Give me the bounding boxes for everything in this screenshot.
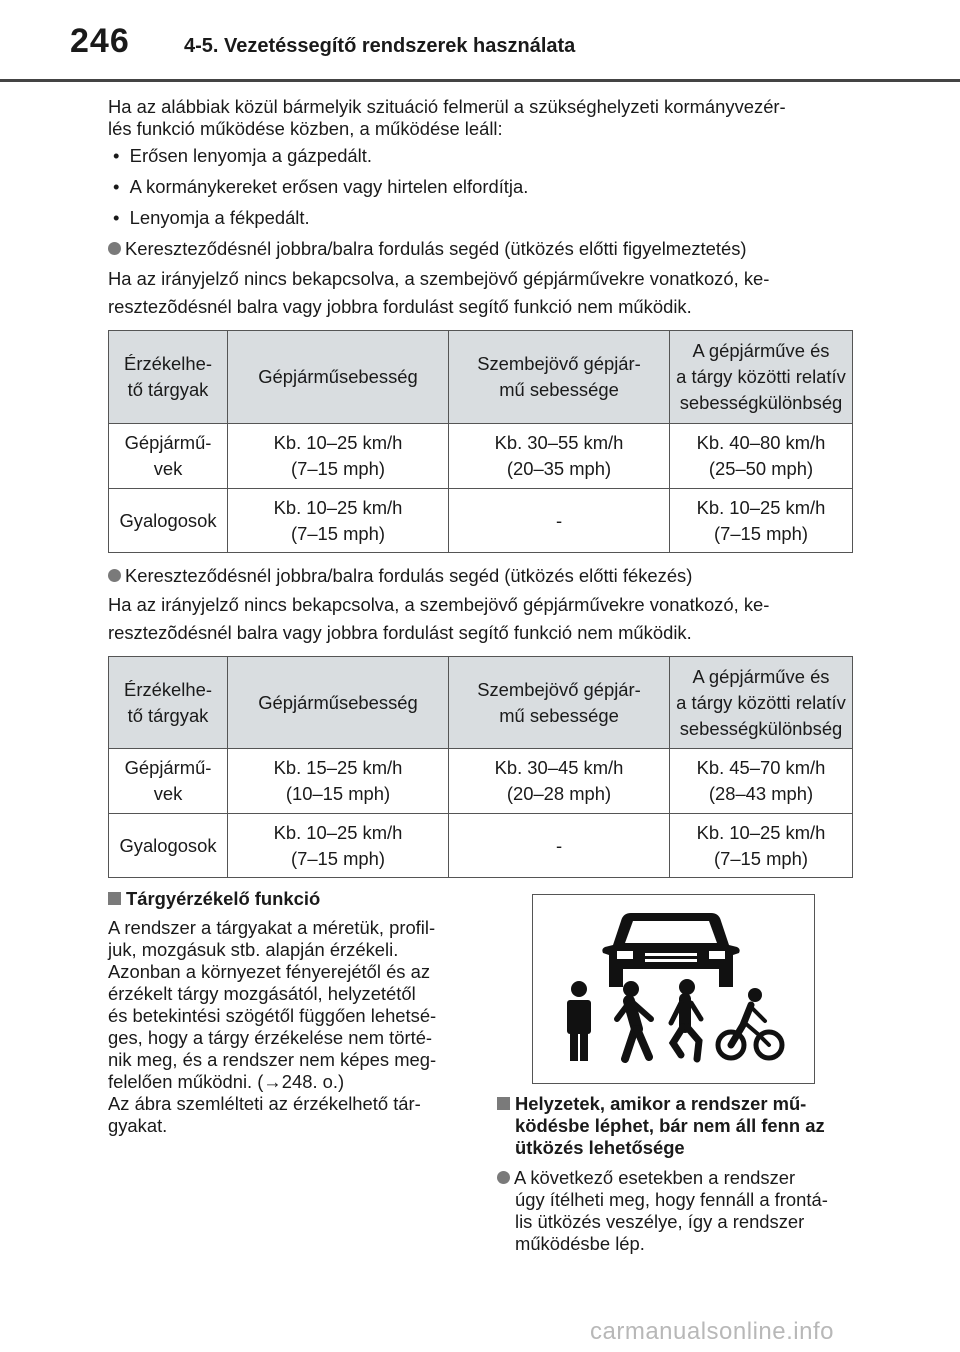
table-cell: Gépjármű- vek: [109, 749, 228, 814]
section2-line-2: resztezõdésnél balra vagy jobbra fordulást segítő funkció nem működik.: [108, 622, 692, 643]
object-detection-heading: Tárgyérzékelő funkció: [108, 888, 320, 910]
object-detection-line: juk, mozgásuk stb. alapján érzékeli.: [108, 939, 399, 960]
object-detection-line: nik meg, és a rendszer nem képes meg-: [108, 1049, 437, 1070]
object-detection-text: [108, 917, 478, 1137]
situations-heading-line: Helyzetek, amikor a rendszer mű-: [515, 1093, 807, 1114]
table-row: [109, 424, 853, 489]
table-cell: Kb. 10–25 km/h (7–15 mph): [228, 814, 449, 878]
square-bullet-icon: [108, 892, 121, 905]
section2-line-1: Ha az irányjelző nincs bekapcsolva, a szembejövő gépjárművekre vonatkozó, ke-: [108, 594, 770, 615]
table-header-cell: Szembejövő gépjár- mű sebessége: [449, 657, 670, 749]
object-detection-line: érzékelt tárgy mozgásától, helyzetétől: [108, 983, 416, 1004]
square-bullet-icon: [497, 1097, 510, 1110]
car-icon: [602, 913, 739, 987]
table-cell: Kb. 45–70 km/h (28–43 mph): [670, 749, 853, 814]
table-header-cell: A gépjárműve és a tárgy közötti relatív sebességkülönbség: [670, 657, 853, 749]
situations-bullet-line: működésbe lép.: [515, 1233, 645, 1254]
table-header-row: [109, 657, 853, 749]
object-detection-line: gyakat.: [108, 1115, 168, 1136]
section1-line-1: Ha az irányjelző nincs bekapcsolva, a szembejövő gépjárművekre vonatkozó, ke-: [108, 268, 770, 289]
table-cell: Gyalogosok: [109, 489, 228, 553]
table-header-row: [109, 331, 853, 424]
detectable-objects-figure: [532, 894, 815, 1084]
object-detection-line: Azonban a környezet fényerejétől és az: [108, 961, 431, 982]
table-row: [109, 749, 853, 814]
circle-bullet-icon: [108, 242, 121, 255]
object-detection-line: felelően működni. (→248. o.): [108, 1071, 345, 1092]
circle-bullet-icon: [497, 1171, 510, 1184]
section1-heading: Kereszteződésnél jobbra/balra fordulás segéd (ütközés előtti figyelmeztetés): [108, 238, 747, 260]
section2-heading: Kereszteződésnél jobbra/balra fordulás segéd (ütközés előtti fékezés): [108, 565, 692, 587]
table-cell: Kb. 15–25 km/h (10–15 mph): [228, 749, 449, 814]
table-cell: Kb. 30–45 km/h (20–28 mph): [449, 749, 670, 814]
table-header-cell: A gépjárműve és a tárgy közötti relatív sebességkülönbség: [670, 331, 853, 424]
circle-bullet-icon: [108, 569, 121, 582]
table-cell: Kb. 40–80 km/h (25–50 mph): [670, 424, 853, 489]
situations-bullet-line: A következő esetekben a rendszer: [514, 1167, 796, 1188]
pedestrian-running-icon: [671, 979, 701, 1059]
watermark: carmanualsonline.info: [590, 1318, 834, 1345]
object-detection-line: és betekintési szögétől függően lehetsé-: [108, 1005, 437, 1026]
object-detection-line: A rendszer a tárgyakat a méretük, profil-: [108, 917, 436, 938]
section1-table: [108, 330, 853, 553]
pedestrian-walking-icon: [617, 981, 651, 1059]
table-cell: Kb. 10–25 km/h (7–15 mph): [228, 424, 449, 489]
intro-line-1: Ha az alábbiak közül bármelyik szituáció felmerül a szükséghelyzeti kormányvezér-: [108, 96, 786, 117]
situations-heading: [497, 1093, 857, 1159]
table-cell: Gépjármű- vek: [109, 424, 228, 489]
table-cell: Gyalogosok: [109, 814, 228, 878]
table-cell: Kb. 10–25 km/h (7–15 mph): [228, 489, 449, 553]
situations-bullet-line: úgy ítélheti meg, hogy fennáll a frontá-: [515, 1189, 828, 1210]
intro-bullet: • Lenyomja a fékpedált.: [113, 207, 310, 228]
table-header-cell: Szembejövő gépjár- mű sebessége: [449, 331, 670, 424]
intro-bullet: • A kormánykereket erősen vagy hirtelen elfordítja.: [113, 176, 529, 197]
cyclist-icon: [718, 988, 782, 1058]
table-cell: Kb. 10–25 km/h (7–15 mph): [670, 814, 853, 878]
situations-heading-line: ütközés lehetősége: [515, 1137, 685, 1158]
pedestrian-standing-icon: [567, 981, 591, 1061]
intro-line-2: lés funkció működése közben, a működése leáll:: [108, 118, 503, 139]
situations-heading-line: ködésbe léphet, bár nem áll fenn az: [515, 1115, 825, 1136]
section1-line-2: resztezõdésnél balra vagy jobbra fordulást segítő funkció nem működik.: [108, 296, 692, 317]
situations-bullet: [497, 1167, 857, 1255]
object-detection-line: Az ábra szemlélteti az érzékelhető tár-: [108, 1093, 421, 1114]
table-header-cell: Gépjárműsebesség: [228, 331, 449, 424]
table-cell: Kb. 10–25 km/h (7–15 mph): [670, 489, 853, 553]
table-header-cell: Érzékelhe- tő tárgyak: [109, 331, 228, 424]
table-header-cell: Gépjárműsebesség: [228, 657, 449, 749]
table-row: [109, 814, 853, 878]
table-cell: -: [449, 489, 670, 553]
table-cell: Kb. 30–55 km/h (20–35 mph): [449, 424, 670, 489]
table-header-cell: Érzékelhe- tő tárgyak: [109, 657, 228, 749]
header-rule: [0, 79, 960, 82]
object-detection-line: ges, hogy a tárgy érzékelése nem törté-: [108, 1027, 433, 1048]
intro-bullet: • Erősen lenyomja a gázpedált.: [113, 145, 372, 166]
page-number: 246: [70, 22, 130, 60]
section-title: 4-5. Vezetéssegítő rendszerek használata: [184, 35, 576, 57]
situations-bullet-line: lis ütközés veszélye, így a rendszer: [515, 1211, 805, 1232]
table-row: [109, 489, 853, 553]
table-cell: -: [449, 814, 670, 878]
section2-table: [108, 656, 853, 878]
